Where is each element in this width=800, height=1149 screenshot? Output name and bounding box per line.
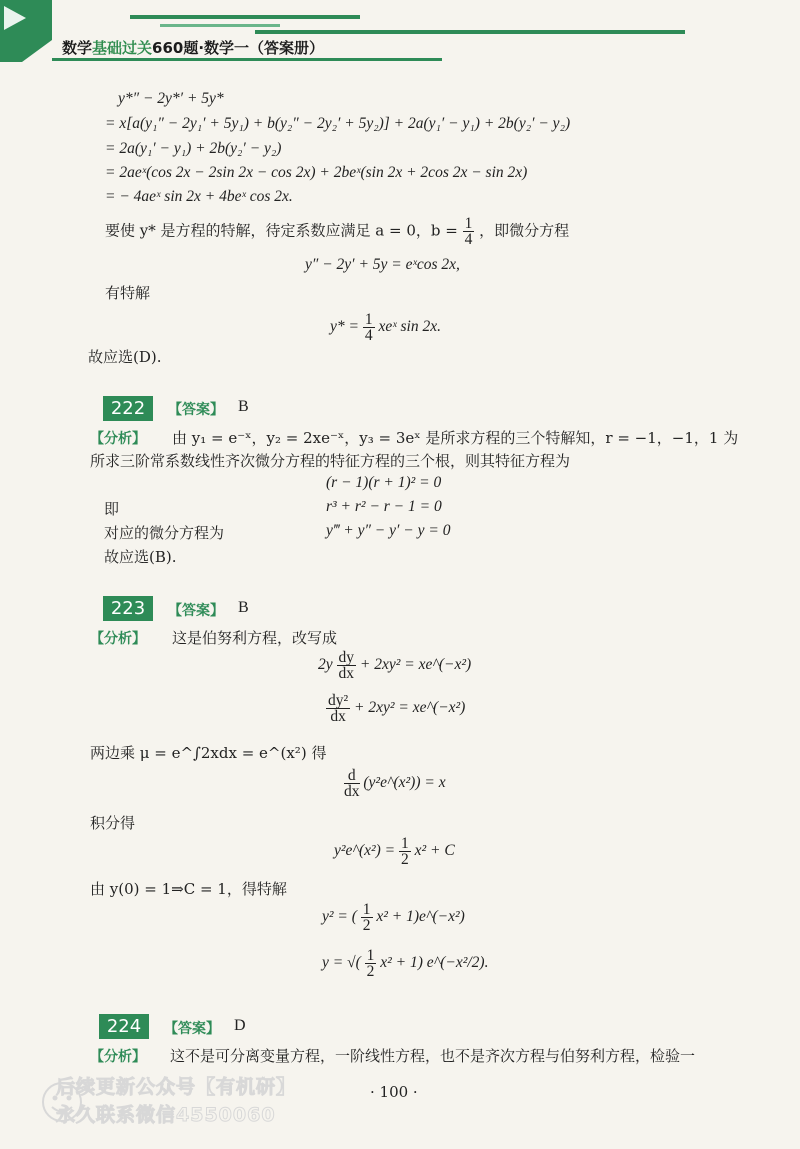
q223-equation-3 (344, 768, 446, 799)
top-equation-2 (330, 312, 441, 343)
q223-eq5-left: y² = ( (322, 908, 357, 926)
question-224-number: 224 (99, 1014, 149, 1039)
q222-equation-1: (r − 1)(r + 1)² = 0 (326, 474, 442, 491)
q222-answer: B (238, 398, 249, 415)
top-paragraph-1 (105, 216, 569, 247)
q223-answer: B (238, 599, 249, 616)
top-equation-1: y″ − 2y′ + 5y = eˣcos 2x, (305, 256, 460, 273)
q223-eq6-left: y = √( (322, 954, 361, 972)
q223-eq2-frac-num: dy² (328, 692, 349, 709)
q223-eq6-fraction (365, 948, 377, 979)
q223-text-4: 由 y(0) = 1⇒C = 1，得特解 (90, 880, 287, 898)
top-paragraph-1-frac-num: 1 (464, 215, 473, 232)
q224-text-1: 这不是可分离变量方程，一阶线性方程，也不是齐次方程与伯努利方程，检验一 (170, 1047, 696, 1065)
q223-eq1-fraction (337, 650, 357, 681)
q223-eq3-fraction (344, 768, 360, 799)
q223-eq4-frac-den: 2 (401, 851, 409, 868)
q223-eq6-frac-num: 1 (366, 947, 375, 964)
q224-answer: D (234, 1017, 246, 1034)
top-line-3: = 2a(y₁′ − y₁) + 2b(y₂′ − y₂) (105, 140, 282, 157)
q223-text-2: 两边乘 μ = e^∫2xdx = e^(x²) 得 (90, 744, 327, 762)
q222-answer-tag: 【答案】 (168, 402, 224, 418)
q223-eq4-fraction (399, 836, 411, 867)
top-eq2-right: xeˣ sin 2x. (378, 318, 441, 336)
q223-eq3-right: (y²e^(x²)) = x (363, 774, 446, 792)
top-paragraph-2: 有特解 (105, 284, 151, 302)
top-line-2: = x[a(y₁″ − 2y₁′ + 5y₁) + b(y₂″ − 2y₂′ + 5y₂)] + 2a(y₁′ − y₁) + 2b(y₂′ − y₂) (105, 115, 571, 132)
q223-equation-2 (326, 693, 465, 724)
q223-eq2-fraction (326, 693, 350, 724)
q224-answer-tag: 【答案】 (164, 1021, 220, 1037)
q223-equation-1 (318, 650, 471, 681)
top-paragraph-1-fraction (463, 216, 475, 247)
q223-eq2-frac-den: dx (330, 708, 346, 725)
top-line-4: = 2aeˣ(cos 2x − 2sin 2x − cos 2x) + 2beˣ(sin 2x + 2cos 2x − sin 2x) (105, 164, 528, 181)
header-title-part2: 基础过关 (92, 39, 153, 57)
q223-eq1-right: + 2xy² = xe^(−x²) (359, 656, 472, 674)
q223-eq1-frac-num: dy (338, 649, 355, 666)
header-title-part1: 数学 (62, 39, 93, 57)
q222-text-2: 所求三阶常系数线性齐次微分方程的特征方程的三个根，则其特征方程为 (90, 452, 571, 470)
q224-analysis-tag: 【分析】 (90, 1049, 146, 1065)
q223-equation-5 (322, 902, 465, 933)
q223-eq2-right: + 2xy² = xe^(−x²) (354, 699, 466, 717)
top-paragraph-1-tail: ，即微分方程 (479, 221, 570, 240)
q222-analysis-tag: 【分析】 (90, 431, 146, 447)
top-eq2-frac-num: 1 (364, 311, 373, 328)
q223-analysis-tag: 【分析】 (90, 631, 146, 647)
q222-label-ji: 即 (104, 500, 120, 518)
q223-eq4-left: y²e^(x²) = (334, 842, 396, 860)
q223-eq5-frac-num: 1 (362, 901, 371, 918)
top-paragraph-1-text: 要使 y* 是方程的特解，待定系数应满足 a = 0，b = (105, 221, 458, 240)
q222-equation-3: y‴ + y″ − y′ − y = 0 (326, 522, 451, 539)
q223-eq5-right: x² + 1)e^(−x²) (376, 908, 465, 926)
q223-equation-6 (322, 948, 488, 979)
q223-eq4-frac-num: 1 (401, 835, 409, 852)
q223-eq1-left: 2y (318, 656, 333, 674)
q222-text-1: 由 y₁ = e⁻ˣ，y₂ = 2xe⁻ˣ，y₃ = 3eˣ 是所求方程的三个特解知，r = −1，−1，1 为 (172, 429, 739, 447)
watermark-line-1: 后续更新公众号【有机研】 (56, 1076, 297, 1098)
q223-eq3-frac-den: dx (344, 783, 360, 800)
top-line-5: = − 4aeˣ sin 2x + 4beˣ cos 2x. (105, 188, 293, 205)
q223-eq4-right: x² + C (414, 842, 455, 860)
q223-text-3: 积分得 (90, 814, 136, 832)
header-title (62, 37, 324, 58)
q223-eq6-right: x² + 1) e^(−x²/2). (380, 954, 489, 972)
q223-answer-tag: 【答案】 (168, 603, 224, 619)
q222-conclusion: 故应选(B). (104, 548, 177, 566)
top-eq2-left: y* = (330, 318, 359, 336)
header-title-part3: 660题·数学一（答案册） (152, 39, 325, 57)
q223-equation-4 (334, 836, 455, 867)
q223-eq5-frac-den: 2 (362, 917, 371, 934)
top-eq2-fraction (363, 312, 375, 343)
top-line-1: y*″ − 2y*′ + 5y* (118, 90, 224, 107)
q223-eq5-fraction (361, 902, 373, 933)
q222-label-de: 对应的微分方程为 (104, 524, 225, 542)
question-222-number: 222 (103, 396, 153, 421)
page-number: · 100 · (370, 1083, 418, 1101)
top-paragraph-1-frac-den: 4 (464, 231, 473, 248)
top-conclusion: 故应选(D). (88, 348, 162, 366)
q223-eq6-frac-den: 2 (366, 963, 375, 980)
q222-equation-2: r³ + r² − r − 1 = 0 (326, 498, 442, 515)
q223-text-1: 这是伯努利方程，改写成 (172, 629, 338, 647)
q223-eq1-frac-den: dx (338, 665, 355, 682)
question-223-number: 223 (103, 596, 153, 621)
q223-eq3-frac-num: d (344, 768, 360, 784)
watermark-line-2: 永久联系微信4550060 (56, 1104, 276, 1126)
top-eq2-frac-den: 4 (364, 327, 373, 344)
